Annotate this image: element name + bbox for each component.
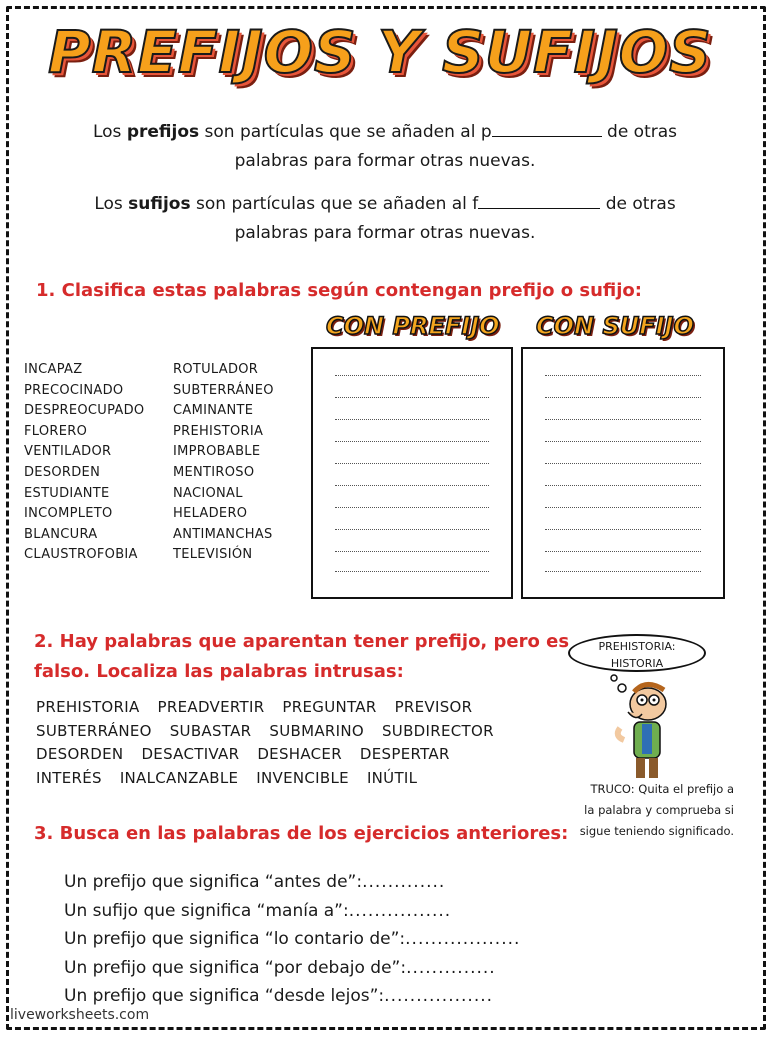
answer-line[interactable] xyxy=(335,419,489,420)
intro-text: Los xyxy=(94,194,123,214)
exercise-2-question xyxy=(34,627,569,687)
exercise-3-list xyxy=(64,868,520,1011)
answer-line[interactable] xyxy=(335,463,489,464)
intro-text: palabras para formar otras nuevas. xyxy=(234,151,536,171)
word: HELADERO xyxy=(173,506,248,522)
word: MENTIROSO xyxy=(173,464,255,480)
header-con-prefijo: CON PREFIJO xyxy=(326,312,500,340)
word: NACIONAL xyxy=(173,485,243,501)
blank-line[interactable] xyxy=(478,194,600,209)
answer-line[interactable] xyxy=(545,441,701,442)
answer-blank[interactable]: ................. xyxy=(384,986,494,1006)
word: IMPROBABLE xyxy=(173,444,261,460)
answer-blank[interactable]: .................. xyxy=(405,929,521,949)
word[interactable]: DESHACER xyxy=(257,745,342,764)
word-row xyxy=(36,769,512,793)
answer-line[interactable] xyxy=(335,507,489,508)
intro-text: de otras xyxy=(605,194,676,214)
word-row xyxy=(36,745,512,769)
word[interactable]: SUBMARINO xyxy=(269,721,364,740)
item-text: Un prefijo que significa “antes de”: xyxy=(64,872,363,892)
word[interactable]: INVENCIBLE xyxy=(256,769,349,788)
intro-bold: prefijos xyxy=(126,122,200,142)
word[interactable]: PREHISTORIA xyxy=(36,698,140,716)
word[interactable]: DESPERTAR xyxy=(359,745,450,764)
word: ESTUDIANTE xyxy=(24,485,110,501)
answer-sheet-sufijo[interactable] xyxy=(521,347,725,599)
answer-line[interactable] xyxy=(335,375,489,376)
intro-sufijos xyxy=(40,190,730,248)
answer-line[interactable] xyxy=(545,485,701,486)
page-title: PREFIJOS Y SUFIJOS xyxy=(48,18,712,86)
answer-line[interactable] xyxy=(335,441,489,442)
thought-bubble xyxy=(568,634,706,672)
answer-line[interactable] xyxy=(545,551,701,552)
answer-line[interactable] xyxy=(335,551,489,552)
item-text: Un sufijo que significa “manía a”: xyxy=(64,900,349,921)
intruder-word-grid xyxy=(36,698,512,793)
exercise-3-question: 3. Busca en las palabras de los ejercicios anteriores: xyxy=(34,823,569,844)
answer-line[interactable] xyxy=(335,485,489,486)
answer-line[interactable] xyxy=(545,463,701,464)
intro-prefijos xyxy=(40,118,730,176)
answer-line[interactable] xyxy=(545,397,701,398)
word-row xyxy=(36,722,512,746)
word: TELEVISIÓN xyxy=(173,547,253,563)
item-text: Un prefijo que significa “por debajo de”: xyxy=(64,957,407,978)
word: PREHISTORIA xyxy=(173,423,264,439)
word: ROTULADOR xyxy=(173,362,259,377)
word[interactable]: SUBASTAR xyxy=(169,721,252,740)
list-item xyxy=(64,868,520,897)
word[interactable]: INALCANZABLE xyxy=(119,769,239,788)
word-column-2 xyxy=(173,360,274,566)
answer-line[interactable] xyxy=(545,571,701,572)
intro-text: palabras para formar otras nuevas. xyxy=(234,223,536,243)
word[interactable]: INTERÉS xyxy=(36,769,102,788)
thinking-man-illustration-icon xyxy=(590,670,710,782)
word: VENTILADOR xyxy=(24,444,112,460)
item-text: Un prefijo que significa “lo contario de”: xyxy=(64,929,406,949)
word: BLANCURA xyxy=(24,526,98,542)
exercise-1-question: 1. Clasifica estas palabras según contengan prefijo o sufijo: xyxy=(36,280,642,301)
bubble-line: PREHISTORIA: xyxy=(598,640,676,653)
word: PRECOCINADO xyxy=(24,382,124,398)
tip-line: sigue teniendo significado. xyxy=(579,824,734,838)
answer-blank[interactable]: .............. xyxy=(406,957,496,978)
intro-text: Los xyxy=(92,122,122,142)
answer-blank[interactable]: ................ xyxy=(348,900,452,921)
answer-line[interactable] xyxy=(545,375,701,376)
question-line: falso. Localiza las palabras intrusas: xyxy=(34,661,404,682)
word-column-1 xyxy=(24,360,144,566)
question-line: 2. Hay palabras que aparentan tener prefijo, pero es xyxy=(34,631,570,652)
word[interactable]: INÚTIL xyxy=(366,769,418,788)
list-item xyxy=(64,897,520,926)
answer-line[interactable] xyxy=(545,507,701,508)
word: DESORDEN xyxy=(24,464,101,480)
answer-blank[interactable]: ............. xyxy=(362,872,446,892)
header-con-sufijo: CON SUFIJO xyxy=(536,312,694,340)
answer-line[interactable] xyxy=(335,529,489,530)
bubble-line: HISTORIA xyxy=(610,657,664,670)
word: INCOMPLETO xyxy=(24,506,113,522)
tip-line: TRUCO: Quita el prefijo a xyxy=(590,782,734,796)
answer-line[interactable] xyxy=(545,529,701,530)
intro-text: de otras xyxy=(607,122,678,142)
tip-line: la palabra y comprueba si xyxy=(584,803,734,817)
word[interactable]: PREGUNTAR xyxy=(282,698,377,716)
word[interactable]: DESORDEN xyxy=(36,745,124,764)
word: CAMINANTE xyxy=(173,403,254,419)
word: ANTIMANCHAS xyxy=(173,526,273,542)
word-row xyxy=(36,698,512,722)
word[interactable]: SUBDIRECTOR xyxy=(381,721,494,740)
word[interactable]: SUBTERRÁNEO xyxy=(36,721,152,740)
intro-text: son partículas que se añaden al p xyxy=(204,122,492,142)
word[interactable]: PREADVERTIR xyxy=(157,698,265,716)
blank-line[interactable] xyxy=(492,122,602,137)
answer-line[interactable] xyxy=(335,571,489,572)
answer-line[interactable] xyxy=(545,419,701,420)
word: CLAUSTROFOBIA xyxy=(24,547,138,563)
word[interactable]: PREVISOR xyxy=(394,698,473,716)
word: DESPREOCUPADO xyxy=(24,403,145,419)
answer-sheet-prefijo[interactable] xyxy=(311,347,513,599)
word: INCAPAZ xyxy=(24,362,83,377)
list-item xyxy=(64,925,520,954)
footer-watermark[interactable]: liveworksheets.com xyxy=(10,1007,150,1023)
word: SUBTERRÁNEO xyxy=(173,382,274,398)
list-item xyxy=(64,954,520,983)
intro-bold: sufijos xyxy=(128,194,191,214)
word[interactable]: DESACTIVAR xyxy=(141,745,240,764)
word: FLORERO xyxy=(24,423,88,439)
item-text: Un prefijo que significa “desde lejos”: xyxy=(64,986,385,1006)
intro-text: son partículas que se añaden al f xyxy=(196,194,479,214)
answer-line[interactable] xyxy=(335,397,489,398)
